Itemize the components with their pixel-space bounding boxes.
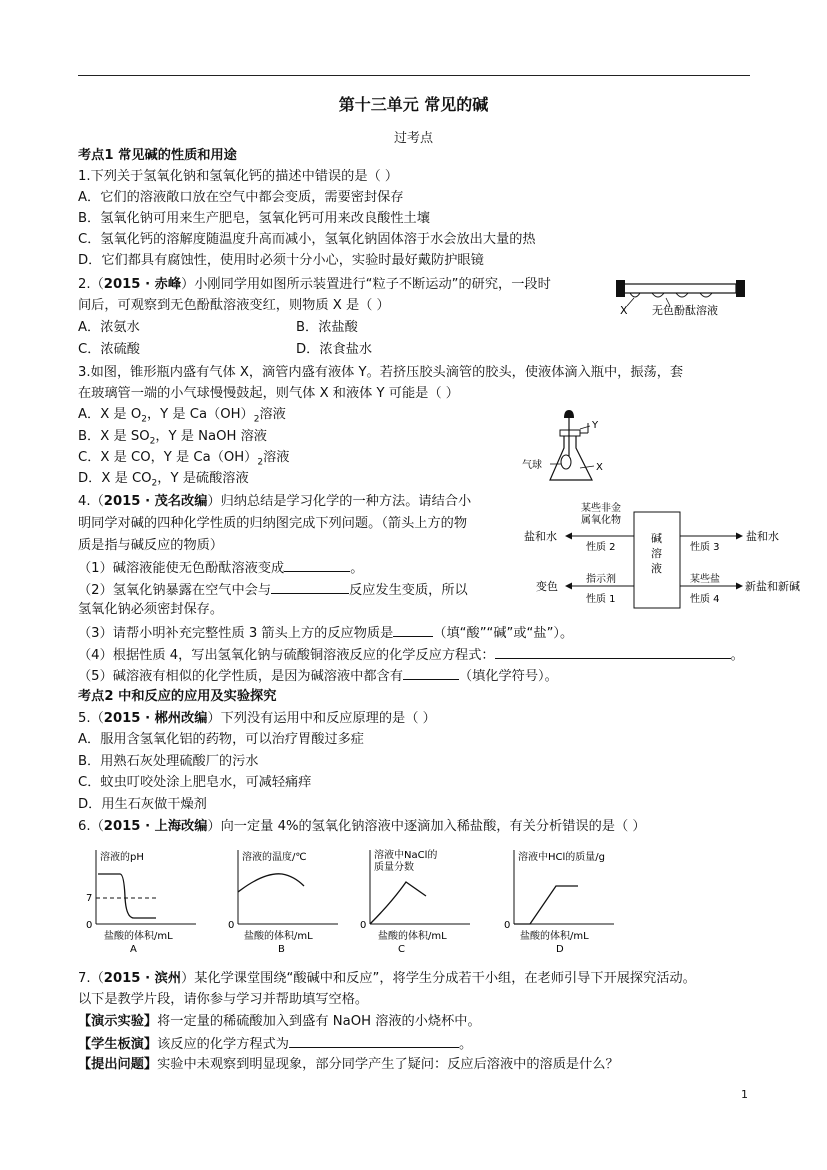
q1-option-d: D．它们都具有腐蚀性，使用时必须十分小心，实验时最好戴防护眼镜 [78,253,484,268]
q3-option-a: A．X 是 $O_2$，Y 是 $Ca(OH)_2$溶液 [78,407,286,425]
c-letter: C [398,944,405,955]
x-pointer [580,466,594,468]
balloon [561,455,571,469]
q7-stem-2: 以下是教学片段，请你参与学习并帮助填写空格。 [78,992,369,1007]
page-title: 第十三单元 常见的碱 [338,95,489,114]
q2-apparatus-figure [612,276,772,318]
tl-label-2: 属氧化物 [581,515,621,526]
c-curve [370,882,426,924]
c-xlabel: 盐酸的体积/mL [378,931,447,942]
q3-option-d: D．X 是 $CO_2$，Y 是硫酸溶液 [78,471,249,489]
a-xlabel: 盐酸的体积/mL [104,931,173,942]
left-bottom-out: 变色 [536,580,558,593]
section-heading-1: 考点1 常见碱的性质和用途 [78,148,237,163]
a-curve [98,874,156,918]
q3-stem-1: 3.如图，锥形瓶内盛有气体 X，滴管内盛有液体 Y。若挤压胶头滴管的胶头，使液体滴入瓶中，振荡，套 [78,365,684,380]
q5-stem: 5.（2015 · 郴州改编）下列没有运用中和反应原理的是（ ） [78,711,436,726]
dropper-bulb [564,410,574,418]
graph-a [86,850,196,955]
b-ylabel: 溶液的温度/℃ [242,852,307,863]
graph-c [360,848,470,955]
q4-part-2-line-2: 氢氧化钠必须密封保存。 [78,602,224,617]
center-char-2: 溶 [651,547,662,560]
q3-flask-figure [520,408,620,490]
q4-blank-5[interactable] [403,666,459,680]
c-ylabel-1: 溶液中NaCl的 [374,850,438,861]
q7-board: 【学生板演】该反应的化学方程式为 。 [78,1034,472,1054]
center-char-1: 碱 [651,532,662,545]
b-zero: 0 [228,920,235,931]
q4-part-5: （5）碱溶液有相似的化学性质，是因为碱溶液中都含有 （填化学符号）。 [78,666,558,686]
prop3-label: 性质 3 [690,542,720,553]
b-xlabel: 盐酸的体积/mL [244,931,313,942]
d-zero: 0 [504,920,511,931]
conical-flask [550,436,592,480]
q7-stem-1: 7.（2015 · 滨州）某化学课堂围绕“酸碱中和反应”，将学生分成若干小组，在老师引导下开展探究活动。 [78,971,696,986]
q5-option-d: D．用生石灰做干燥剂 [78,797,207,812]
q3-option-b: B．X 是 $SO_2$，Y 是 NaOH 溶液 [78,429,267,447]
fig-phenolphthalein-label: 无色酚酞溶液 [652,304,718,317]
fig-x-label: X [596,462,603,473]
fig-x-label: X [620,304,628,317]
a-zero: 0 [86,920,93,931]
q2-stem-2: 间后，可观察到无色酚酞溶液变红，则物质 X 是（ ） [78,298,390,313]
q1-option-b: B．氢氧化钠可用来生产肥皂，氢氧化钙可用来改良酸性土壤 [78,211,430,226]
left-stopper [616,280,625,297]
a-ylabel: 溶液的pH [100,852,144,863]
q4-part-4: （4）根据性质 4，写出氢氧化钠与硫酸铜溶液反应的化学反应方程式： 。 [78,645,744,665]
graph-d [504,850,614,955]
d-ylabel: 溶液中HCl的质量/g [518,852,605,863]
q5-option-a: A．服用含氢氧化铝的药物，可以治疗胃酸过多症 [78,732,364,747]
q4-part-1: （1）碱溶液能使无色酚酞溶液变成 。 [78,558,363,578]
a-tick-7: 7 [86,893,93,904]
page-subtitle: 过考点 [393,131,433,146]
q6-graphs [78,842,748,957]
q1-option-a: A．它们的溶液敞口放在空气中都会变质，需要密封保存 [78,190,404,205]
tl-label-1: 某些非金 [581,503,621,514]
q1-stem: 1.下列关于氢氧化钠和氢氧化钙的描述中错误的是（ ） [78,169,399,184]
q4-stem-1: 4.（2015 · 茂名改编）归纳总结是学习化学的一种方法。请结合小 [78,494,472,509]
q2-option-c: C．浓硫酸 [78,342,140,357]
q3-stem-2: 在玻璃管一端的小气球慢慢鼓起，则气体 X 和液体 Y 可能是（ ） [78,386,459,401]
prop2-label: 性质 2 [586,542,616,553]
right-bottom-out: 新盐和新碱 [745,580,800,593]
q1-option-c: C．氢氧化钙的溶解度随温度升高而减小，氢氧化钠固体溶于水会放出大量的热 [78,232,536,247]
some-salt-label: 某些盐 [690,574,720,585]
q2-option-a: A．浓氨水 [78,320,140,335]
q4-blank-4[interactable] [495,645,731,659]
header-rule [78,75,750,76]
q4-stem-3: 质是指与碱反应的物质） [78,538,224,553]
a-letter: A [130,944,137,955]
q4-blank-2[interactable] [271,580,349,594]
b-curve [238,874,304,892]
q3-option-c: C．X 是 CO，Y 是 $Ca(OH)_2$溶液 [78,450,290,468]
q5-option-c: C．蚊虫叮咬处涂上肥皂水，可减轻痛痒 [78,775,312,790]
fig-balloon-label: 气球 [522,460,542,471]
left-top-out: 盐和水 [524,530,557,543]
c-zero: 0 [360,920,367,931]
page-number: 1 [741,1088,748,1101]
q4-blank-1[interactable] [284,558,350,572]
q4-part-3: （3）请帮小明补充完整性质 3 箭头上方的反应物质是 （填“酸”“碱”或“盐”）。 [78,623,573,643]
q4-part-2: （2）氢氧化钠暴露在空气中会与 反应发生变质，所以 [78,580,468,600]
q4-blank-3[interactable] [393,623,433,637]
q7-question: 【提出问题】实验中未观察到明显现象，部分同学产生了疑问：反应后溶液中的溶质是什么？ [78,1057,619,1072]
prop1-label: 性质 1 [586,594,616,605]
d-xlabel: 盐酸的体积/mL [520,931,589,942]
d-letter: D [556,944,564,955]
q2-stem-1: 2.（2015 · 赤峰）小刚同学用如图所示装置进行“粒子不断运动”的研究，一段时 [78,277,551,292]
center-char-3: 液 [651,562,662,575]
section-heading-2: 考点2 中和反应的应用及实验探究 [78,689,277,704]
cotton-dots [630,293,712,297]
b-letter: B [278,944,285,955]
indicator-label: 指示剂 [586,574,616,585]
center-box [634,512,680,608]
q2-option-d: D．浓食盐水 [296,342,373,357]
right-top-out: 盐和水 [746,530,779,543]
q7-equation-blank[interactable] [289,1034,459,1048]
fig-y-label: Y [592,420,599,431]
q4-base-properties-diagram [520,498,820,614]
c-ylabel-2: 质量分数 [374,862,414,873]
graph-b [228,850,338,955]
right-stopper [736,280,745,297]
flask-stopper [560,430,580,436]
q5-option-b: B．用熟石灰处理硫酸厂的污水 [78,754,259,769]
prop4-label: 性质 4 [690,594,720,605]
q7-demo: 【演示实验】将一定量的稀硫酸加入到盛有 NaOH 溶液的小烧杯中。 [78,1014,481,1029]
q2-option-b: B．浓盐酸 [296,320,358,335]
q6-stem: 6.（2015 · 上海改编）向一定量 4%的氢氧化钠溶液中逐滴加入稀盐酸，有关分析错误的是（ ） [78,819,646,834]
x-pointer [627,298,634,306]
d-curve [514,886,578,924]
glass-tube [624,284,736,293]
q4-stem-2: 明同学对碱的四种化学性质的归纳图完成下列问题。（箭头上方的物 [78,516,468,531]
